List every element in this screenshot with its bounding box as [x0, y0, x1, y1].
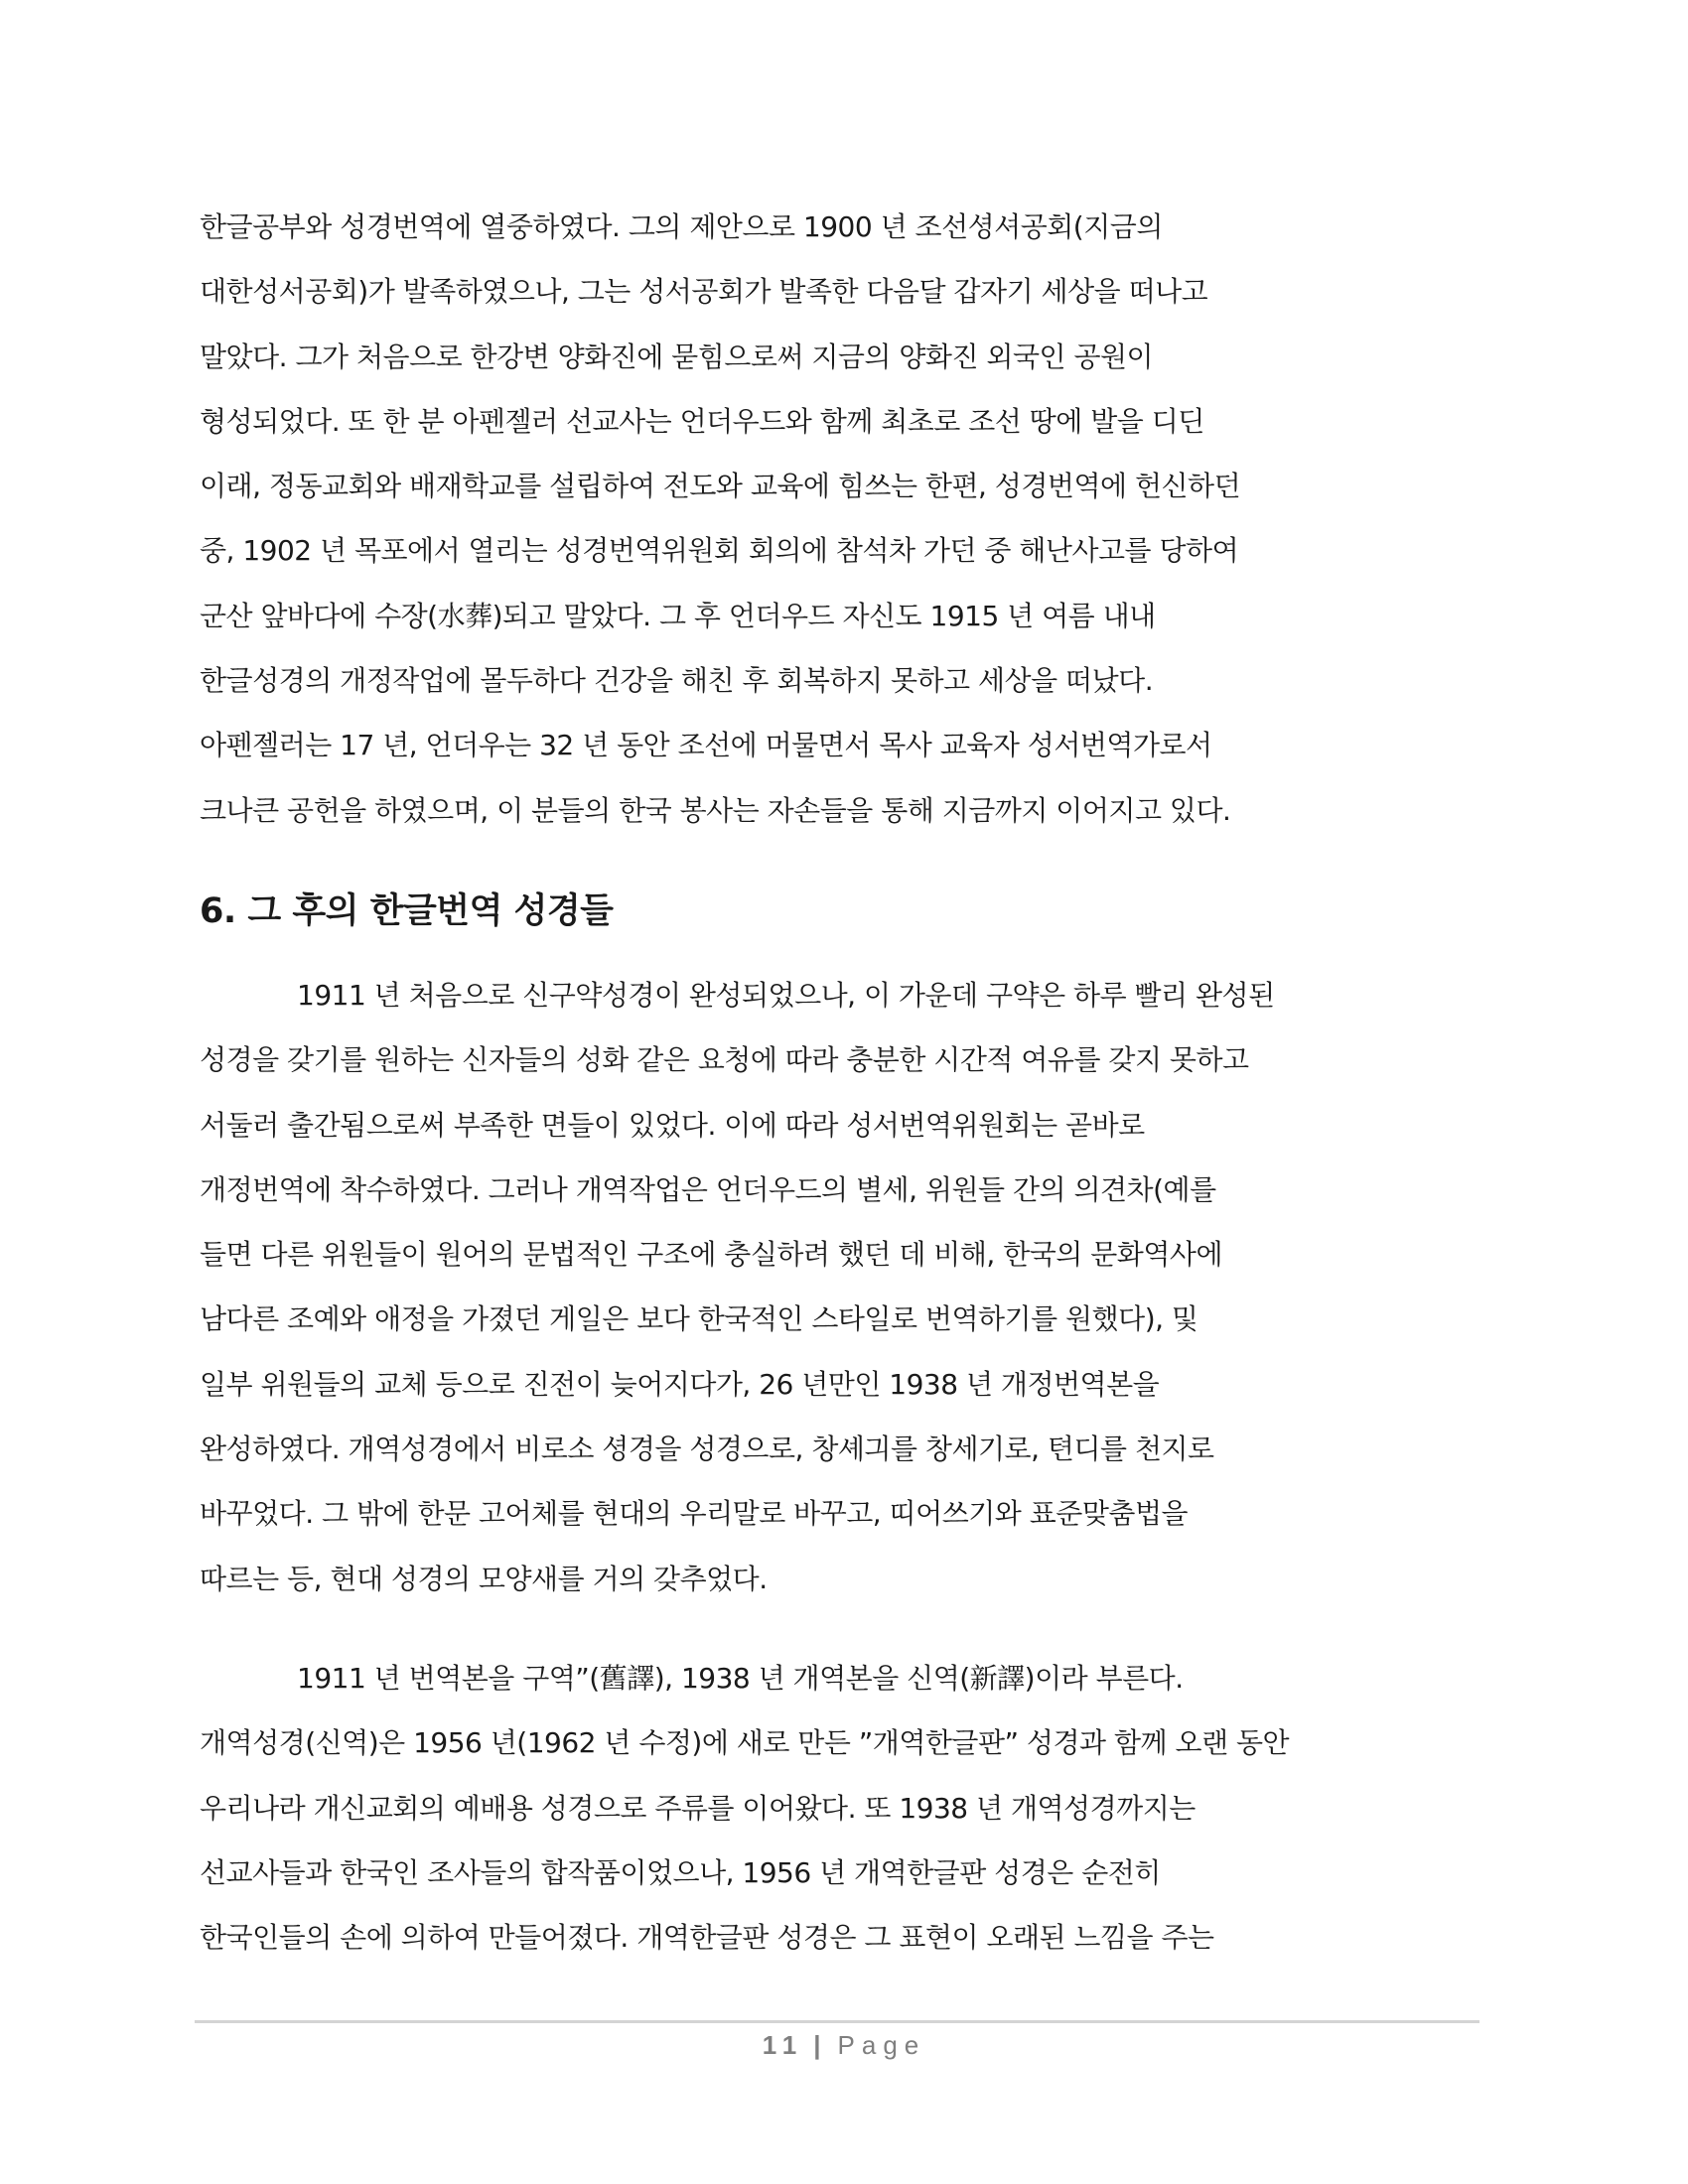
- text-line: 대한성서공회)가 발족하였으나, 그는 성서공회가 발족한 다음달 갑자기 세상을 떠나고: [200, 275, 1208, 309]
- paragraph-3: [200, 1646, 1490, 1970]
- page-number: 11: [762, 2030, 804, 2060]
- section-heading: 6. 그 후의 한글번역 성경들: [200, 891, 614, 931]
- text-line: 개역성경(신역)은 1956 년(1962 년 수정)에 새로 만든 ”개역한글판” 성경과 함께 오랜 동안: [200, 1726, 1290, 1760]
- text-line: 이래, 정동교회와 배재학교를 설립하여 전도와 교육에 힘쓰는 한편, 성경번역에 헌신하던: [200, 470, 1241, 503]
- footer-separator: |: [813, 2030, 828, 2060]
- text-line: 한글성경의 개정작업에 몰두하다 건강을 해친 후 회복하지 못하고 세상을 떠났다.: [200, 664, 1154, 698]
- paragraph-2: [200, 963, 1490, 1611]
- text-line: 우리나라 개신교회의 예배용 성경으로 주류를 이어왔다. 또 1938 년 개역성경까지는: [200, 1791, 1196, 1825]
- text-line: 한글공부와 성경번역에 열중하였다. 그의 제안으로 1900 년 조선셩셔공회(지금의: [200, 210, 1163, 243]
- text-line: 중, 1902 년 목포에서 열리는 성경번역위원회 회의에 참석차 가던 중 해난사고를 당하여: [200, 534, 1239, 568]
- text-line: 개정번역에 착수하였다. 그러나 개역작업은 언더우드의 별세, 위원들 간의 의견차(예를: [200, 1172, 1216, 1206]
- text-line: 크나큰 공헌을 하였으며, 이 분들의 한국 봉사는 자손들을 통해 지금까지 이어지고 있다.: [200, 793, 1231, 827]
- text-line: 남다른 조예와 애정을 가졌던 게일은 보다 한국적인 스타일로 번역하기를 원했다), 및: [200, 1302, 1198, 1336]
- text-line: 1911 년 번역본을 구역”(舊譯), 1938 년 개역본을 신역(新譯)이라 부른다.: [297, 1662, 1184, 1695]
- footer-divider: [195, 2020, 1479, 2023]
- text-line: 군산 앞바다에 수장(水葬)되고 말았다. 그 후 언더우드 자신도 1915 년 여름 내내: [200, 599, 1156, 632]
- paragraph-1: [200, 195, 1490, 843]
- text-line: 성경을 갖기를 원하는 신자들의 성화 같은 요청에 따라 충분한 시간적 여유를 갖지 못하고: [200, 1043, 1249, 1077]
- text-line: 서둘러 출간됨으로써 부족한 면들이 있었다. 이에 따라 성서번역위원회는 곧바로: [200, 1108, 1145, 1142]
- text-line: 한국인들의 손에 의하여 만들어졌다. 개역한글판 성경은 그 표현이 오래된 느낌을 주는: [200, 1921, 1214, 1955]
- page-label: Page: [837, 2030, 926, 2060]
- text-line: 들면 다른 위원들이 원어의 문법적인 구조에 충실하려 했던 데 비해, 한국의 문화역사에: [200, 1238, 1222, 1272]
- text-line: 선교사들과 한국인 조사들의 합작품이었으나, 1956 년 개역한글판 성경은 순전히: [200, 1855, 1161, 1889]
- text-line: 말았다. 그가 처음으로 한강변 양화진에 묻힘으로써 지금의 양화진 외국인 공원이: [200, 340, 1154, 373]
- text-line: 완성하였다. 개역성경에서 비로소 셩경을 성경으로, 창셰긔를 창세기로, 텬디를 천지로: [200, 1433, 1214, 1466]
- page-footer: [0, 2030, 1688, 2061]
- text-line: 일부 위원들의 교체 등으로 진전이 늦어지다가, 26 년만인 1938 년 개정번역본을: [200, 1367, 1160, 1401]
- text-line: 형성되었다. 또 한 분 아펜젤러 선교사는 언더우드와 함께 최초로 조선 땅에 발을 디딘: [200, 404, 1204, 438]
- text-line: 아펜젤러는 17 년, 언더우는 32 년 동안 조선에 머물면서 목사 교육자 성서번역가로서: [200, 729, 1212, 762]
- text-line: 1911 년 처음으로 신구약성경이 완성되었으나, 이 가운데 구약은 하루 빨리 완성된: [297, 979, 1275, 1012]
- text-line: 따르는 등, 현대 성경의 모양새를 거의 갖추었다.: [200, 1562, 768, 1595]
- text-line: 바꾸었다. 그 밖에 한문 고어체를 현대의 우리말로 바꾸고, 띠어쓰기와 표준맞춤법을: [200, 1497, 1189, 1531]
